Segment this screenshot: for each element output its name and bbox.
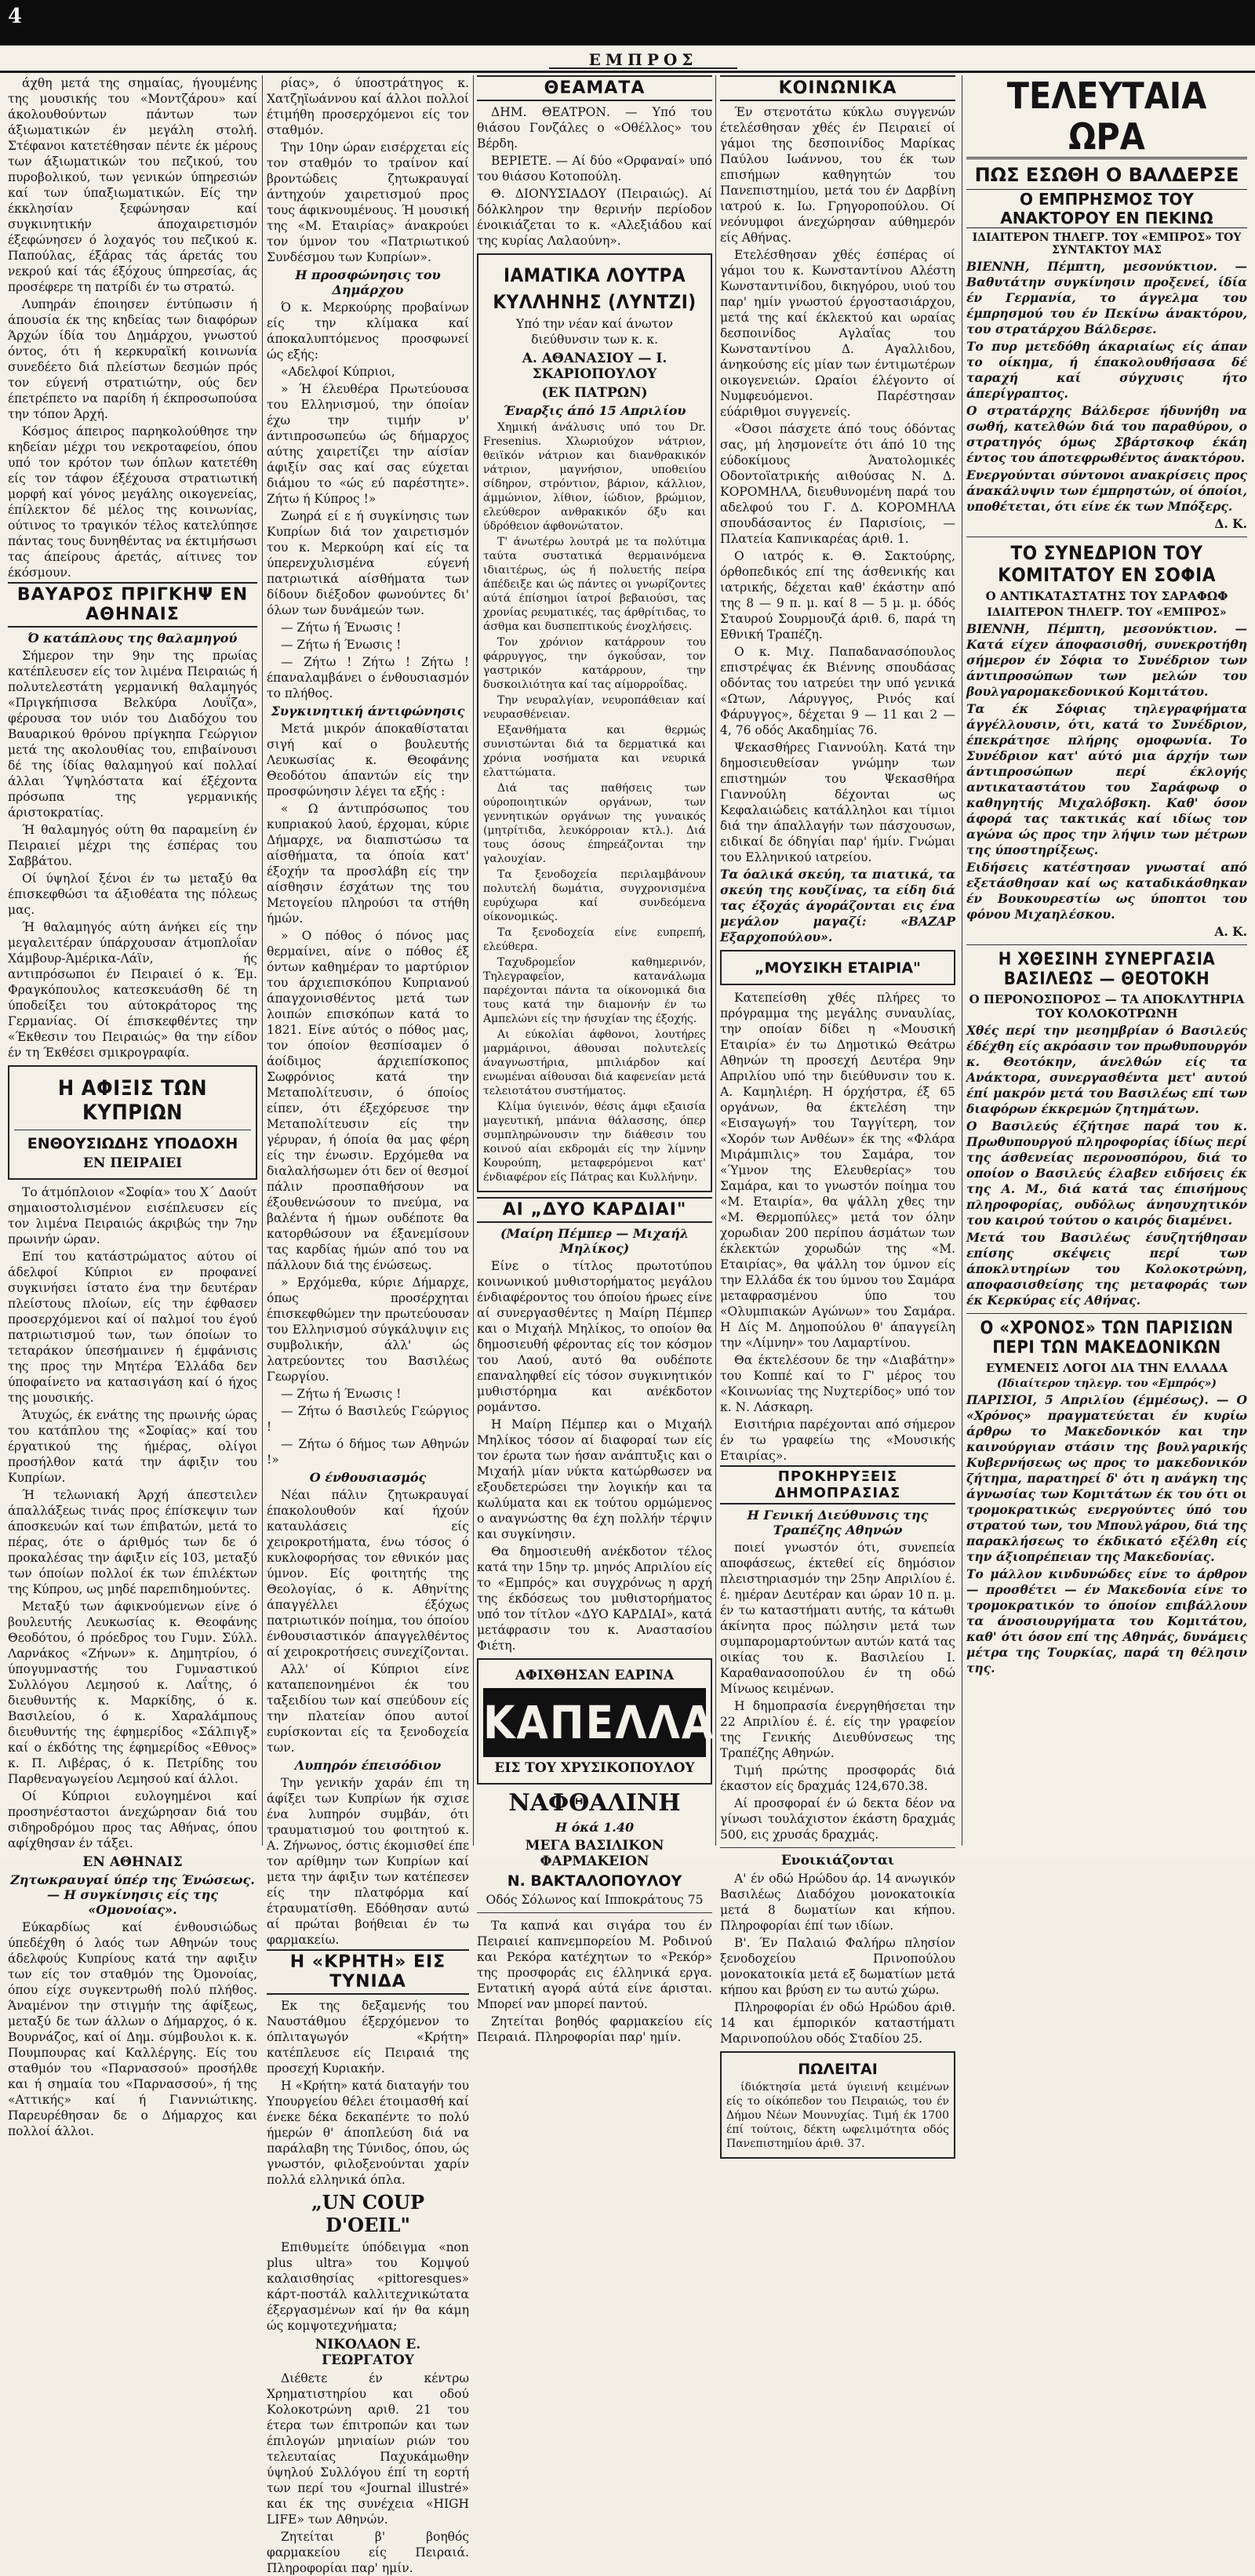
article-paragraph: ΒΙΕΝΝΗ, Πέμπτη, μεσονύκτιον. — Κατά είχεν άποφασισθή, συνεκροτήθη σήμερον έν Σόφια το Συνέδριον των άντιπροσώπων των μελών του βουλγαρομακεδονικού Κομιτάτου. (966, 621, 1247, 699)
signature: Α. Κ. (1214, 924, 1247, 939)
column-divider (715, 75, 716, 1846)
article-paragraph: Ταχυδρομεΐον καθημερινόν, Τηλεγραφεΐον, κατανάλωμα παρέχονται πάντα τα οίκονομικά δια τους κατά την διαμονήν έν τω Αμπελώνι είς την ήσυχίαν της έξοχής. (483, 956, 706, 1025)
article-paragraph: Κόσμος άπειρος παρηκολούθησε την κηδείαν μέχρι του νεκροταφείου, όπου υπό τον κρότον των όπλων κατετέθη είς τον τάφον έξέχουσα στρατιωτική μορφή καί γόνος μεγάλης οικογενείας, έπίλεκτον δέ μέλος της κοινωνίας, ούτινος το τραγικόν τέλος κατελύπησε πάντας τους δυνηθέντας να έκτιμήσωσι τας άπείρους άρετάς, αίτινες τον έκόσμουν. (8, 424, 257, 580)
top-black-band (0, 0, 1255, 45)
article-paragraph: άχθη μετά της σημαίας, ήγουμένης της μουσικής του «Μοντζάρου» καί άκολουθούντων πάντων των άξιωματικών έν μεγάλη στολή. Στέφανοι κατετέθησαν πέντε έκ μέρους των άξιωματικών του πεζικού, του πυροβολικού, των γενικών ύπηρεσιών καί των ύπαξιωματικών. Είς την έκκλησίαν ξεφώνησαν καί συγκινητικήν άποχαιρετισμόν έξεφώνησεν ό λοχαγός του πεζικού κ. Παπούλας, έξάρας τάς άρετάς του νεκρού καί τάς έξόχους ύπηρεσίας, άς προσέφερε τη πατρίδι έν τω στρατώ. (8, 76, 257, 294)
article-paragraph: ΠΑΡΙΣΙΟΙ, 5 Απριλίου (έμμέσως). — Ο «Χρόνος» πραγματεύεται έν κυρίω άρθρω το Μακεδονικόν και την καινούργιαν στάσιν της βουλγαρικής Κυβερνήσεως ως προς το μακεδονικόν ζήτημα, παρατηρεί δ' ότι η ανάγκη της άγνωσίας των Κομιτάτων έκ του ότι οι τρομοκρατικώς ενεργούντες ύπό του στρατού των, του Μπουλγάρου, διά της παρακλήσεως το έκδικατό εξέλθη είς την άξιοπρέπειαν της Μακεδονίας. (966, 1392, 1247, 1564)
divider (966, 1313, 1247, 1314)
article-paragraph: Την 10ην ώραν εισέρχεται είς τον σταθμόν το τραίνον καί βροντώδεις ζητωκραυγαί άντηχούν χαιρετισμού προς τους άφικνουμένους. Ή μουσική της «Μ. Εταιρίας» άνακρούει τον ύμνον του «Πατριωτικού Συνδέσμου των Κυπρίων». (267, 140, 469, 264)
article-paragraph: ποιεί γνωστόν ότι, συνεπεία αποφάσεως, έκτεθεί είς δημόσιον πλειστηριασμόν την 25ην Απριλίου έ. έ. ημέραν Δευτέραν και ώραν 10 π. μ. έν τω καταστήματι αυτής, τα κάτωθι άκίνητα προς πώλησιν μετά των συμπαρομαρτούντων αυτών κατά τας οικίας του κ. Βασιλείου Ι. Καραθανασοπούλου έν τη οδώ Μίνωος κειμένων. (720, 1541, 955, 1696)
article-paragraph: Τιμή πρώτης προσφοράς διά έκαστον είς δραχμάς 124,670.38. (720, 1763, 955, 1793)
column-divider (262, 75, 263, 1846)
article-paragraph: Ενεργούνται σύντονοι ανακρίσεις προς άνακάλυψιν των έμπρηστών, οί όποίοι, υποθέτεται, ότι είνε έκ των Μπόξερς. (966, 468, 1247, 514)
article-paragraph: Την νευραλγίαν, νευροπάθειαν καί νευρασθένειαν. (483, 694, 706, 721)
article-paragraph: Τα έκ Σόφιας τηλεγραφήματα άγγέλλουσιν, ότι, κατά το Συνέδριον, έπεκράτησε πλήρης ομοφωνία. Το Συνέδριον κατ' αύτό μια άρχήν των άντιπροσώπων περί έκλογής αντικαταστάτου του Σαράφωφ ο καθηγητής Μιχαλόβσκη. Καθ' όσον άφορά τας τακτικάς καί ιδίως τον αγώνα ώς προς την λήψιν των μέτρων της ύποστηρίξεως. (966, 701, 1247, 857)
arrived-label: ΑΦΙΧΘΗΣΑΝ ΕΑΡΙΝΑ (515, 1668, 675, 1683)
subheadline: Ο ένθουσιασμός (309, 1470, 427, 1485)
article-paragraph: Ή τελωνιακή Άρχή άπεστειλεν άπαλλάξεως τινάς προς έπίσκεψιν των άποσκευών καί των έπιβατών, μετά το πέρας, ότε ο άριθμός των δε ό προκαλέσας την άφιξιν είς 103, μεταξύ των όποίων πολλοί έκ των έπιλέκτων της Κύπρου, ως μηδέ παρεπιδημούντες. (8, 1488, 257, 1596)
divider (966, 944, 1247, 945)
article-paragraph: Η Μαίρη Πέμπερ και ο Μιχαήλ Μηλίκος τόσον αί διαφοραί των είς τον έρωτα των ήσαν ανάπτυξις και ο Μιχαήλ μίαν νύκτα κατώρθωσεν να εξουδετερώσει την λογικήν και τα κωλύματα και εκ τούτου ορμώμενος ο αναγνώστης θα έχη πολλήν τέρψιν και συγκίνησιν. (477, 1417, 712, 1541)
telegram-label: ΙΔΙΑΙΤΕΡΟΝ ΤΗΛΕΓΡ. ΤΟΥ «ΕΜΠΡΟΣ» (987, 606, 1227, 619)
article-paragraph: Θα έκτελέσουν δε την «Διαβάτην» του Κοππέ καί το Γ' μέρος του «Κοινωνίας της Νυχτερίδος» υπό τον κ. Ν. Λάσκαρη. (720, 1353, 955, 1414)
article-paragraph: Άτυχώς, έκ ενάτης της πρωινής ώρας του κατάπλου της «Σοφίας» καί του έργατικού της ήμέρας, ολίγοι προσήλθον κατά την άφιξιν του Κυπρίων. (8, 1408, 257, 1485)
article-paragraph: — Ζήτω ό δήμος των Αθηνών !» (267, 1437, 469, 1467)
subheadline: Η Γενική Διεύθυνσις της Τραπέζης Αθηνών (747, 1508, 929, 1537)
article-paragraph: Τα ξενοδοχεία περιλαμβάνουν πολυτελή δωμάτια, συγχρονισμένα ευρύχωρα καί συνδεόμενα οίκονομικώς. (483, 868, 706, 923)
article-paragraph: Εύκαρδίως καί ένθουσιώδως ύπεδέχθη ό λαός των Αθηνών τους άδελφούς Κυπρίους κατά την αφιξιν των είς τον σταθμόν της Όμονοίας, όπου είχε συγκεντρωθή πολύ πλήθος. Άναμένον την στιγμήν της άφίξεως, μεταξύ δε των άλλων ο Δήμαρχος, ό κ. Βουρνάζος, καί οί Δημ. σύμβουλοι κ. κ. Πουμπουρας καί Καλλέργης. Είς του σταθμόν του «Παρνασσού» προσήλθε και ή σημαία του «Παρνασσού», ή της «Αττικής» καί ή Γιαννιώτικης. Παρευρέθησαν δε ο Δήμαρχος και πολλοί άλλοι. (8, 1920, 257, 2138)
headline-for-sale: ΠΩΛΕΙΤΑΙ (798, 2061, 878, 2078)
article-paragraph: Επιθυμείτε ύπόδειγμα «non plus ultra» του Κομψού καλαισθησίας «pittoresques» κάρτ-ποστάλ καλλιτεχνικώτατα έξεργασμένων καί ήν θα κάμη ώς κομψοτεχνήματα; (267, 2240, 469, 2333)
article-paragraph: Ετελέσθησαν χθές έσπέρας οί γάμοι του κ. Κωνσταντίνου Αλέστη Κωνσταντινίδου, δικηγόρου, υιού του παρ' ημίν γνωστού έργοστασιάρχου, μετά της καί έκλεκτού και ωραίας δεσποινίδος Αγλαΐας του Κωνσταντίνου Δ. Αγαλλιδου, άνηκούσης είς μίαν των έντιμωτέρων οικογενειών. Ωραίοι έλέγοντο οί Νυμφευόμενοι. Παρέστησαν εύάριθμοι συγγενείς. (720, 248, 955, 419)
article-paragraph: Μετά του Βασιλέως έσυζητήθησαν επίσης σκέψεις περί των άποκλυτηρίων του Κολοκοτρώνη, αποφασισθείσης της μεταφοράς των έκ Κερκύρας είς Αθήνας. (966, 1230, 1247, 1308)
headline-peking-fire: Ο ΕΜΠΡΗΣΜΟΣ ΤΟΥ ΑΝΑΚΤΟΡΟΥ ΕΝ ΠΕΚΙΝΩ (966, 189, 1247, 228)
headline-last-hour: ΤΕΛΕΥΤΑΙΑ ΩΡΑ (966, 75, 1247, 159)
column-4 (720, 75, 955, 2150)
article-paragraph: Αί προσφοραί έν ώ δεκτα δέον να γίνωσι τουλάχιστον έκάστη δραχμάς 500, εις χρυσάς δραχμάς. (720, 1796, 955, 1842)
article-paragraph: Υπό την νέαν καί άνωτον διεύθυνσιν των κ. κ. (515, 317, 674, 347)
article-paragraph: Ζητείται βοηθός φαρμακείου είς Πειραιά. Πληροφορίαι παρ' ημίν. (477, 2014, 712, 2044)
headline-baths: ΙΑΜΑΤΙΚΑ ΛΟΥΤΡΑ (503, 264, 686, 286)
article-paragraph: Ζητείται β' βοηθός φαρμακείου είς Πειραιά. Πληροφορίαι παρ' ημίν. (267, 2530, 469, 2575)
article-paragraph: ΔΗΜ. ΘΕΑΤΡΟΝ. — Υπό του θιάσου Γονζάλες ο «Οθέλλος» του Βέρδη. (477, 105, 712, 151)
article-paragraph: ΒΕΡΙΕΤΕ. — Αί δύο «Ορφαναί» υπό του θιάσου Κοτοπούλη. (477, 154, 712, 184)
headline-social: ΚΟΙΝΩΝΙΚΑ (720, 75, 955, 101)
music-society-box (720, 950, 955, 985)
baths-advert (477, 253, 712, 1192)
headline-piraeus: ΕΝ ΠΕΙΡΑΙΕΙ (82, 1155, 183, 1171)
article-paragraph: Την γενικήν χαράν έπι τη άφίξει των Κυπρίων ήκ σχισε ένα λυπηρόν συμβάν, ότι τραυματισμού του φοιτητού κ. Α. Ζήνωνος, όστις έκομισθεί έπε τον αρίθμην των Κυπρίων καί μετα την άφιξιν των κατέπεσεν είς την πλατφόρμα καί έτραυματίσθη. Εδόθησαν αυτώ αί πρώται βοήθειαι έν τω φαρμακείω. (267, 1776, 469, 1947)
headline-reception: ΕΝΘΟΥΣΙΩΔΗΣ ΥΠΟΔΟΧΗ (27, 1135, 238, 1152)
subheadline: Η προσφώνησις του Δημάρχου (295, 267, 441, 297)
page-number: 4 (8, 5, 23, 28)
pharmacy-name: ΜΕΓΑ ΒΑΣΙΛΙΚΟΝ ΦΑΡΜΑΚΕΙΟΝ (525, 1838, 664, 1869)
article-paragraph: Ειδήσεις κατέστησαν γνωσταί από εξετάσθησαν καί ως καταδικάσθηκαν έν Βουκουρεστίω ως ύποπτοι του φόνου Μιχαηλέσκου. (966, 860, 1247, 922)
article-paragraph: Εισιτήρια παρέχονται από σήμερον έν τω γραφείω της «Μουσικής Εταιρίας». (720, 1417, 955, 1463)
article-paragraph: Είνε ο τίτλος πρωτοτύπου κοινωνικού μυθιστορήματος μεγάλου ένδιαφέροντος του όποίου ήρωες είνε αί συνεργασθέντες η Μαίρη Πέμπερ και ο Μιχαήλ Μηλίκος, το οποίον θα δημοσιευθή φέροντας είς τον κόσμον του Λαού, αυτό θα ουδέποτε επαναληφθεί είς τόσον συγκινητικόν μυθιστόρημα και ανέκδοτον ρομάντσο. (477, 1259, 712, 1414)
article-paragraph: Αλλ' οί Κύπριοι είνε καταπεπονημένοι έκ του ταξειδίου των καί σπεύδουν είς την πλατείαν όπου αυτοί ευρίσκονται είς τα ξενοδοχεία των. (267, 1662, 469, 1755)
naphthalene-price: Η όκά 1.40 (555, 1820, 635, 1835)
article-paragraph: Εκ της δεξαμενής του Ναυστάθμου έξερχόμενον το όπλιταγωγόν «Κρήτη» κατέπλευσε είς Πειραιά της προσεχή Κυριακήν. (267, 1999, 469, 2076)
column-5 (966, 75, 1247, 1846)
headline-kyllini: ΚΥΛΛΗΝΗΣ (ΛΥΝΤΖΙ) (493, 291, 697, 313)
article-paragraph: Η δημοπρασία ένεργηθήσεται την 22 Απριλίου έ. έ. είς την γραφείον της Γενικής Διευθύνσεως της Τραπέζης Αθηνών. (720, 1699, 955, 1760)
article-paragraph: — Ζήτω ! Ζήτω ! Ζήτω ! έπαναλαμβάνει ο ένθουσιασμόν το πλήθος. (267, 655, 469, 700)
kapella-advert (477, 1658, 715, 1785)
article-paragraph: Χημική άνάλυσις υπό του Dr. Fresenius. Χλωριούχον νάτριον, θειϊκόν νάτριον και διανθρακικόν νάτριον, μαγνήσιον, υποθειίου σίδηρον, στρόντιον, βάριον, κάλλιον, άμμώνιον, λίθιον, ίώδιον, βρώμιον, ελεύθερον ανθρακικόν όξυ και ύδρόθειον άφθονώτατον. (483, 421, 706, 533)
article-paragraph: Ο ιατρός κ. Θ. Σακτούρης, όρθοπεδικός επί της άσθενικής και ιατρικής, δέχεται καθ' έκάστην από της 8 — 9 π. μ. καί 8 — 5 μ. μ. όδός Σταυρού Σουρμουζά άριθ. 6, παρά τη Εθνική Τραπέζη. (720, 549, 955, 642)
cypriots-box (8, 1065, 257, 1180)
article-paragraph: Χθές περί την μεσημβρίαν ό Βασιλεύς έδέχθη είς ακρόασιν τον πρωθυπουργόν κ. Θεοτόκην, άνελθών είς τα Ανάκτορα, συνεργασθέντα μετ' αυτού έπί μακρόν μετά του Βασιλέως επί των διαφόρων έκκρεμών ζητημάτων. (966, 1023, 1247, 1116)
column-1 (8, 75, 257, 2138)
divider (720, 1847, 955, 1848)
article-paragraph: Τ' άνωτέρω λουτρά με τα πολύτιμα ταύτα συστατικά θερμαινόμενα ιδιαιτέρως, ώς ή πολυετής πείρα άπέδειξε και ώς πάντες οι γνωρίζοντες αύτά έπίσημοι ίατροί βεβαιούσι, τας χρονίας ρευματικές, τας άρθρίτιδας, το άσθμα και δυσπεπτικούς ένοχλήσεις. (483, 536, 706, 633)
article-paragraph: Σήμερον την 9ην της πρωίας κατέπλευσεν είς τον λιμένα Πειραιώς ή πολυτελεστάτη γερμανική θαλαμηγός «Πριγκήπισσα Βελκύρα Λουΐζα», φέρουσα τον υιόν του Διαδόχου του Βαυαρικού θρόνου πρίγκηπα Γεώργιον μετά της ακολουθίας του, επιβαίνουσι δέ της ίδίας θαλαμηγού καί πολλαί άλλαι Ύψηλόστατα καί έξέχοντα πρόσωπα της γερμανικής άριστοκρατίας. (8, 649, 257, 820)
article-paragraph: Β'. Έν Παλαιώ Φαλήρω πλησίον ξενοδοχείου Πρινοπούλου μονοκατοικία μετά εξ δωματίων μετά κήπου και βρύση εν τω αυτώ χώρω. (720, 1936, 955, 1997)
headline-athens: ΕΝ ΑΘΗΝΑΙΣ (82, 1854, 183, 1870)
article-paragraph: Οί ύψηλοί ξένοι έν τω μεταξύ θα έπισκεφθώσι τα άξιοθέατα της πόλεως μας. (8, 871, 257, 917)
kapella-shop: ΕΙΣ ΤΟΥ ΧΡΥΣΙΚΟΠΟΥΛΟΥ (494, 1760, 695, 1776)
article-paragraph: Λυπηράν έποιησεν έντύπωσιν ή άπουσία έκ της κηδείας των διαφόρων Άρχών ίδία του Δημάρχου, γνωστού όντος, ότι ή κερκυραϊκή κοινωνία συνεδέετο διά πλείστων δεσμών πρός τον εύγενή στρατιώτην, ούς δεν έπετρέπετο να παρίδη ή έκπροσωπούσα την τόπον Άρχή. (8, 297, 257, 421)
headline-sarafof: Ο ΑΝΤΙΚΑΤΑΣΤΑΤΗΣ ΤΟΥ ΣΑΡΑΦΩΦ (985, 589, 1228, 603)
article-paragraph: Ή θαλαμηγός αύτη άνήκει είς την μεγαλειτέραν ύπάρχουσαν άτμοπλοΐαν Χάμβουρ-Άμέρικα-Λάϊν, ής αντιπρόσωποι έν Πειραιεί ό κ. Έμ. Φραγκόπουλος κατεσκευάσθη δέ τη ύποδείξει του αύτοκράτορος της Γερμανίας. Οί έπισκεφθέντες την «Έκθεσιν του Πειραιώς» θα την είδον έν τη Έκθέσει σμικρογραφία. (8, 920, 257, 1060)
article-paragraph: Οί Κύπριοι ευλογημένοι καί προσηνέσταστοι άνεχώρησαν διά του σιδηροδρόμου προς τας Αθήνας, όπου αφίχθησαν έν τάξει. (8, 1789, 257, 1850)
headline-peronospora: Ο ΠΕΡΟΝΟΣΠΟΡΟΣ — ΤΑ ΑΠΟΚΛΥΤΗΡΙΑ ΤΟΥ ΚΟΛΟΚΟΤΡΩΝΗ (969, 992, 1245, 1021)
headline-chronos-paris: Ο «ΧΡΟΝΟΣ» ΤΩΝ ΠΑΡΙΣΙΩΝ ΠΕΡΙ ΤΩΝ ΜΑΚΕΔΟΝΙΚΩΝ (980, 1319, 1234, 1358)
signature: Δ. Κ. (1214, 516, 1247, 531)
article-paragraph: «Όσοι πάσχετε άπό τους όδόντας σας, μή λησμονείτε ότι άπό 10 της εύδοκίμους Άνατολομικές Οδοντοϊατρικής αιθούσας Ν. Δ. ΚΟΡΟΜΗΛΑ, διευθυνομένη παρά του αδελφού του Γ. Δ. ΚΟΡΟΜΗΛΑ σπουδάσαντος έν Παρισίοις, — Πλατεία Καπνικαρέας άριθ. 1. (720, 422, 955, 546)
article-paragraph: ίδιόκτησία μετά ύγιεινή κειμένων είς το οίκόπεδον του Πειραιώς, του έν Δήμου Νέων Μουνυχίας. Τιμή έκ 1700 έπί τούτοις, δέκτη ωφελιμότητα οδός Πανεπιστημίου άριθ. 37. (726, 2081, 949, 2150)
article-paragraph: Ο Βασιλεύς έζήτησε παρά του κ. Πρωθυπουργού πληροφορίας ίδίως περί της άσθενείας περονοσπόρου, διά το οποίον ο Βασιλεύς έλαβεν ειδήσεις έκ της Α. Μ., διά κατά τας έπισήμους πληροφορίας, ουδόλως άνησυχητικόν του καιρού τούτου ο καιρός διαμένει. (966, 1119, 1247, 1228)
headline-kriti-tunis: Η «ΚΡΗΤΗ» ΕΙΣ ΤΥΝΙΔΑ (267, 1949, 469, 1995)
headline-coup-doeil: „UN COUP D'OEIL" (311, 2191, 424, 2236)
article-paragraph: Νέαι πάλιν ζητωκραυγαί έπακολουθούν καί ήχούν καταυλάσεις είς χειροκροτήματα, ένω τόσος ό κυκλοφορήσας τον εθνικόν μας ύμνον. Είς φοιτητής της Θεολογίας, ό κ. Αθηνίτης άπαγγέλλει έξόχως πατριωτικόν ποίημα, του όποίου ένθουσιαστικόν άπαγγελθέντος αί χειροκροτήσεις συνεχίζονται. (267, 1488, 469, 1659)
headline-bavarian-prince: ΒΑΥΑΡΟΣ ΠΡΙΓΚΗΨ ΕΝ ΑΘΗΝΑΙΣ (8, 582, 257, 628)
advertiser-name: ΝΙΚΟΛΑΟΝ Ε. ΓΕΩΡΓΑΤΟΥ (315, 2337, 421, 2368)
headline-balders: ΠΩΣ ΕΣΩΘΗ Ο ΒΑΛΔΕΡΣΕ (974, 164, 1239, 186)
article-paragraph: Θα δημοσιευθή ανέκδοτον τέλος κατά την 15ην τρ. μηνός Απριλίου είς το «Εμπρός» και συγχρόνως η αρχή της έκδόσεως του μυθιστορήματος υπό τον τίτλον «ΔΥΟ ΚΑΡΔΙΑΙ», κατά μετάφρασιν του κ. Αναστασίου Φιέτη. (477, 1545, 712, 1653)
article-paragraph: Τον χρόνιον κατάρρουν του φάρρυγγος, την όγκοΰσαν, τον γαστρικόν κατάρρουν, την δυσκοιλιότητα καί τας αίμορροΐδας. (483, 636, 706, 691)
article-paragraph: Τα καπνά και σιγάρα του έν Πειραιεί καπνεμπορείου Μ. Ροδινού και Ρεκόρα κατέχητων το «Ρεκόρ» της προσφοράς εις έλληνικά εργα. Εντατική αγορά αύτά είνε άρισται. Μπορεί ναν μπορεί παντού. (477, 1919, 712, 2011)
article-paragraph: » Ή έλευθέρα Πρωτεύουσα του Ελληνισμού, την όποίαν έχω την τιμήν ν' άντιπροσωπεύω ώς δήμαρχος αύτης χαιρετίζει την αίσίαν άφιξίν σας καί σας εύχεται διάμου το «ώς εύ παρέστητε». Ζήτω ή Κύπρος !» (267, 382, 469, 506)
article-paragraph: » Ο πόθος ό πόνος μας θερμαίνει, αίνε ο πόθος έξ όντων καθημέραν το μαρτύριον του άρχιεπισκόπου Κυπριανού άπαγχονισθέντος μετά των λοιπών επισκόπων κατά το 1821. Είνε αύτός ο πόθος μας, τον όποίον θεσπίσαμεν ό άοίδιμος άρχιεπίσκοπος Σωφρόνιος κατά την Μεταπολίτευσιν, ό όποίος είπεν, ότι έξεχόρευσε την Μεταπολίτευσιν είς την γέρυραν, ή όποία θα μας φέρη είς την ένωσιν. Ερχόμεθα να διαλαλήσωμεν ότι δεν οί θεσμοί πάλιν προσπαθήσουν να έξουθενώσουν το πνεύμα, να βαλέντα ή ήμων ουδέποτε θα κατορθώσουν να έξανεμίσουν τας καρδίας ήμών από του να πάλλουν διά της ένώσεως. (267, 929, 469, 1272)
headline-auction: ΠΡΟΚΗΡΥΞΕΙΣ ΔΗΜΟΠΡΑΣΙΑΣ (720, 1465, 955, 1504)
headline-two-hearts: ΑΙ „ΔΥΟ ΚΑΡΔΙΑΙ" (477, 1197, 712, 1223)
article-paragraph: ρίας», ό ύποστράτηγος κ. Χατζηϊωάννου καί άλλοι πολλοί έτιμήθη προσερχόμενοι είς τον σταθμόν. (267, 76, 469, 137)
column-2 (267, 75, 469, 2575)
headline-for-rent: Ενοικιάζονται (780, 1853, 895, 1868)
pharmacy-address: Οδός Σόλωνος καί Ιπποκράτους 75 (486, 1893, 704, 1907)
masthead: ΕΜΠΡΟΣ (549, 50, 737, 69)
column-3 (477, 75, 715, 2044)
top-rule (0, 71, 1255, 73)
article-paragraph: Το πυρ μετεδόθη άκαριαίως είς άπαν το οίκημα, ή έπακολουθήσασα δέ ταραχή καί σύγχυσις ήτο άπερίγραπτος. (966, 339, 1247, 401)
article-paragraph: — Ζήτω ό Βασιλεύς Γεώργιος ! (267, 1404, 469, 1434)
article-paragraph: Ό κ. Μερκούρης προβαίνων είς την κλίμακα καί άποκαλυπτόμενος προσφωνεί ώς εξής: (267, 300, 469, 362)
telegram-label: ΙΔΙΑΙΤΕΡΟΝ ΤΗΛΕΓΡ. ΤΟΥ «ΕΜΠΡΟΣ» ΤΟΥ ΣΥΝΤΑΚΤΟΥ ΜΑΣ (972, 231, 1242, 257)
column-divider (473, 75, 474, 1846)
subheadline: Λυπηρόν έπεισόδιον (294, 1758, 442, 1773)
for-sale-box (720, 2051, 955, 2159)
baths-owners: Α. ΑΘΑΝΑΣΙΟΥ — Ι. ΣΚΑΡΙΟΠΟΥΛΟΥ (522, 351, 668, 382)
headline-congress-sofia: ΤΟ ΣΥΝΕΔΡΙΟΝ ΤΟΥ ΚΟΜΙΤΑΤΟΥ ΕΝ ΣΟΦΙΑ (998, 542, 1216, 586)
article-paragraph: — Ζήτω ή Ένωσις ! (281, 1387, 402, 1401)
article-paragraph: — Ζήτω ή Ένωσις ! (281, 638, 402, 652)
article-paragraph: Κατεπείσθη χθές πλήρες το πρόγραμμα της μεγάλης συναυλίας, την οποίαν δίδει η «Μουσική Εταιρία» έν τω Δημοτικώ Θεάτρω Αθηνών τη προσεχή Δευτέρα 9ην Απριλίου υπό την διεύθυνσιν του κ. Α. Καμηλιέρη. Η όρχήστρα, έξ 65 οργάνων, θα έκτελέση την «Εισαγωγή» του Ταγγίτερη, τον «Χορόν των Ανθέων» έκ της «Φλάρα Μιράμπιλις» του Σαμάρα, τον «Ύμνον της Ελευθερίας» του Σαμάρα, και το γνωστόν ποίημα του «Μ. Εταιρία», θα ψάλλη χθες την «Μ. Θερμοπύλες» μετά τον όλην χορωδιαν 200 περίπου άσμάτων των έκλεκτών χορωδών της «Μ. Εταιρίας», θα ψάλλη τον ύμνον είς την Ελλάδα έκ του ύμνου του Σαμάρα μεταφρασμένου ύπο του «Ολυμπιακών Αγώνων» του Σαμάρα. Η Δίς Μ. Δημοπούλου θ' άπαγγείλη την «Λίμνην» του Λαμαρτίνου. (720, 991, 955, 1350)
headline-music-society: „ΜΟΥΣΙΚΗ ΕΤΑΙΡΙΑ" (755, 959, 921, 977)
article-paragraph: Ζωηρά εί ε ή συγκίνησις των Κυπρίων διά τον χαιρετισμόν του κ. Μερκούρη καί είς τα ύπερενχυλισμένα εύγενή πατριωτικά αίσθήματα των δίδουν διέξοδον φωνούντες δι' όλων των δυνάμεών των. (267, 509, 469, 617)
article-paragraph: Αι εύκολίαι άφθονοι, λουτήρες μαρμάρινοι, άθουσαι πολυτελείς άναγνωστήρια, μπιλιάρδον καί ενωμέναι αίθουσαι διά καφενείαν μετά τελειοτάτου συστήματος. (483, 1028, 706, 1097)
article-paragraph: «Αδελφοί Κύπριοι, (281, 365, 395, 379)
article-paragraph: — Ζήτω ή Ένωσις ! (281, 620, 402, 635)
article-paragraph: Το άτμόπλοιον «Σοφία» του Χ΄ Δαούτ σημαιοστολισμένον εισέπλευσεν είς τον λιμένα Πειραιώς άκριβώς την 7ην πρωινήν ώραν. (8, 1185, 257, 1246)
article-paragraph: Ή θαλαμηγός ούτη θα παραμείνη έν Πειραιεί μέχρι της έσπέρας του Σαββάτου. (8, 823, 257, 868)
article-paragraph: « Ω άντιπρόσωπος του κυπριακού λαού, έρχομαι, κύριε Δήμαρχε, να διαπιστώσω τα αίσθήματα, τα όποία κατ' έξοχήν τα προσλάβη είς την αίσθησιν έσχάτων της του Μετογείου πληρούσι τα στήθη ήμών. (267, 802, 469, 926)
divider (477, 1912, 712, 1913)
headline-cypriots-arrival: Η ΑΦΙΞΙΣ ΤΩΝ ΚΥΠΡΙΩΝ (57, 1076, 208, 1125)
article-paragraph: Η «Κρήτη» κατά διαταγήν του Υπουργείου θέλει έτοιμασθή καί ένεκε δέκα δεκαπέντε το πολύ ήμερών θ' άποπλεύση διά να παράλαβη της Τύνιδος, όπου, ώς γνωστόν, φιλοξενούνται χαρίν πολλά ελληνικά όπλα. (267, 2079, 469, 2187)
subheadline: Έναρξις άπό 15 Απριλίου (503, 403, 686, 418)
article-paragraph: Θ. ΔΙΟΝΥΣΙΑΔΟΥ (Πειραιώς). Αί δόλκληρον την θερινήν περίοδον ένοικιάζεται το κ. «Αλεξιάδου καί της κυρίας Λαλαούνη». (477, 187, 712, 248)
article-paragraph: Ψεκασθήρες Γιαννούλη. Κατά την δημοσιευθείσαν γνώμην των επιστημών του Ψεκασθήρα Γιαννούλη δέχονται ως Κεφαλαιώδεις κατάλληλοι και τίμιοι διά την άπαλλαγήν των πάσχουσων, ειδικαί δε όδηγίαι παρ' ήμίν. Γνώμαι του Ελληνικού ιατρείου. (720, 740, 955, 864)
article-paragraph: Κλίμα ύγιεινόν, θέσις άμφι εξαισία μαγευτική, μπάνια θάλασσης, όπερ συμπληρώνουσιν την διάθεσιν του κοινού αίαι εκδρομάι είς την λίμνην Κουρούπη, μεταφερόμενοι κατ' ένδιαφέρον είς Πάτρας και Κυλλήνην. (483, 1101, 706, 1184)
subheadline: Ζητωκραυγαί ύπέρ της Ένώσεως. — Η συγκίνησις είς της «Ομονοίας». (10, 1872, 255, 1917)
article-paragraph: Μετά μικρόν άποκαθίσταται σιγή καί ο βουλευτής Λευκωσίας κ. Θεοφάνης Θεοδότου άπαντών είς την προσφώνησιν λέγει τα εξής : (267, 722, 469, 799)
pharmacy-owner: Ν. ΒΑΚΤΑΛΟΠΟΥΛΟΥ (507, 1872, 682, 1890)
article-paragraph: Διέθετε έν κέντρω Χρηματιστηρίου και οδού Κολοκοτρώνη αριθ. 21 του έτερα των έπιτροπών και των έπιλογών μηνιαίων ριών του τελευταίας Παχυκάμωθην ύψηλού Συλλόγου έπί τη εορτή των περί του «Journal illustré» και έκ της συνέχεια «HIGH LIFE» των Αθηνών. (267, 2371, 469, 2527)
article-paragraph: Πληροφορίαι έν οδώ Ηρώδου άριθ. 14 και έμπορικόν καταστήματι Μαρινοπούλου οδός Σταδίου 25. (720, 2000, 955, 2046)
article-paragraph: Τα ξενοδοχεία είνε ευπρεπή, ελεύθερα. (483, 926, 706, 953)
headline-favorable-words: ΕΥΜΕΝΕΙΣ ΛΟΓΟΙ ΔΙΑ ΤΗΝ ΕΛΛΑΔΑ (985, 1361, 1228, 1375)
article-paragraph: Εξανθήματα και θερμώς συνιστώνται διά τα δερματικά και χρόνια νοσήματα και νευρικά ελαττώματα. (483, 724, 706, 779)
article-paragraph: Διά τας παθήσεις των ούροποιητικών οργάνων, των γεννητικών οργάνων της γυναικός (μητρίτιδα, λευκόρροιαν κτλ.). Διά τους όσους έπηρεάζονται την γαλουχίαν. (483, 782, 706, 865)
article-paragraph: Το μάλλον κινδυνώδες είνε το άρθρον — προσθέτει — έν Μακεδονία είνε το τρομοκρατικόν το όποίον επιβάλλουν τα άνοσιουργήματα του Κομιτάτου, καθ' ότι όσον επί της Αθηνάς, δυνάμεις μέτρα της Τουρκίας, παρά τη θέλησιν της. (966, 1566, 1247, 1675)
article-paragraph: Α' έν οδώ Ηρώδου άρ. 14 ανωγικόν Βασιλέως Διαδόχου μονοκατοικία μετά 8 δωματίων και κήπου. Πληροφορίαι έπί των ιδίων. (720, 1872, 955, 1933)
article-paragraph: Ο στρατάρχης Βάλδερσε ήδυνήθη να σωθή, κατελθών διά του παραθύρου, ο στρατηγός όμως Σβάρτσκοφ έκάη έντος του άποτεφρωθέντος άνακτόρου. (966, 403, 1247, 465)
subheadline: Ό κατάπλους της θαλαμηγού (27, 631, 238, 646)
baths-origin: (ΕΚ ΠΑΤΡΩΝ) (541, 385, 648, 401)
subheadline: (Μαίρη Πέμπερ — Μιχαήλ Μηλίκος) (500, 1226, 689, 1256)
subheadline: Συγκινητική άντιφώνησις (271, 704, 465, 719)
article-paragraph: Έν στενοτάτω κύκλω συγγενών έτελέσθησαν χθές έν Πειραιεί οί γάμοι της δεσποινίδος Μαρίκας Παύλου Ιωάννου, του έκ των επισήμων καθηγητών του Πανεπιστημίου, μετά του έν Δαρβίνη ιατρού κ. Ιω. Γρηγοροπούλου. Οί νεόνυμφοι άνεχώρησαν αύθημερόν είς Αθήνας. (720, 105, 955, 245)
headline-king-theotokis: Η ΧΘΕΣΙΝΗ ΣΥΝΕΡΓΑΣΙΑ ΒΑΣΙΛΕΩΣ — ΘΕΟΤΟΚΗ (998, 950, 1216, 989)
article-paragraph: Ο κ. Μιχ. Παπαδανασόπουλος επιστρέψας έκ Βιέννης σπουδάσας οδόντας του ιατρεύει την υπό γενικά «Ωτων, Λάρυγγος, Ρινός καί Φάρυγγος», δέχεται 9 — 11 και 2 — 4, 76 οδός Ακαδημίας 76. (720, 645, 955, 737)
headline-theatres: ΘΕΑΜΑΤΑ (477, 75, 712, 101)
article-paragraph: ΒΙΕΝΝΗ, Πέμπτη, μεσονύκτιον. — Βαθυτάτην συγκίνησιν προξενεί, ίδία έν Γερμανία, το άγγελμα του έμπρησμού του έν Πεκίνω άνακτόρου, του στρατάρχου Βάλδερσε. (966, 259, 1247, 337)
kapella-banner: ΚΑΠΕΛΛΑ (483, 1688, 706, 1757)
article-paragraph: Τα όαλικά σκεύη, τα πιατικά, τα σκεύη της κουζίνας, τα είδη διά τας έξοχάς άγοράζονται εις ένα μεγάλον μαγαζί: «ΒΑΖΑΡ Εξαρχοπούλου». (720, 867, 955, 944)
article-paragraph: » Ερχόμεθα, κύριε Δήμαρχε, όπως προσέρχηται έπισκεφθώμεν την πρωτεύουσαν του Ελληνισμού σύγκάλυψιν εις συμβολικήν, άλλ' ώς λατρεύοντες του Βασιλέως Γεωργίου. (267, 1275, 469, 1384)
telegram-label: (Ιδιαίτερον τηλεγρ. του «Εμπρός») (996, 1377, 1217, 1390)
article-paragraph: Μεταξύ των άφικνούμενων είνε ό βουλευτής Λευκωσίας κ. Θεοφάνης Θεοδότου, ό πρόεδρος του Γυμν. Σύλλ. Λαρνάκος «Ζήνων» κ. Δημητρίου, ό ύπογυμναστής του Γυμναστικού Συλλόγου Λεμησού κ. Λαΐτης, ό διευθυντής κ. Μαρκίδης, ό κ. Βασιλείου, ό κ. Χαραλάμπους διευθυντής της έφημερίδος «Σάλπιγξ» καί ο έκδότης της έφημερίδος «Εθνος» κ. Π. Λιβέρας, ό κ. Πετρίδης του Παρθεναγωγείου Λεμησού καί άλλοι. (8, 1599, 257, 1786)
headline-naphthalene: ΝΑΦΘΑΛΙΝΗ (508, 1789, 681, 1817)
article-paragraph: Επί του κατάστρώματος αύτου οί άδελφοί Κύπριοι εν προφανεί συγκινήσει ίστατο ένα την δευτέραν πλείστους πλοίων, είς την έφθασεν προσερχόμενοι καί οί παλμοί του έγού πατριωτισμού των, των όποίων το τεταράκον ύπεσήμαινεν ή έμφάνισις της προς την Μητέρα Έλλάδα δεν ύποφαίνετο να κατασιγάση καί ό ήχος της μουσικής. (8, 1250, 257, 1405)
